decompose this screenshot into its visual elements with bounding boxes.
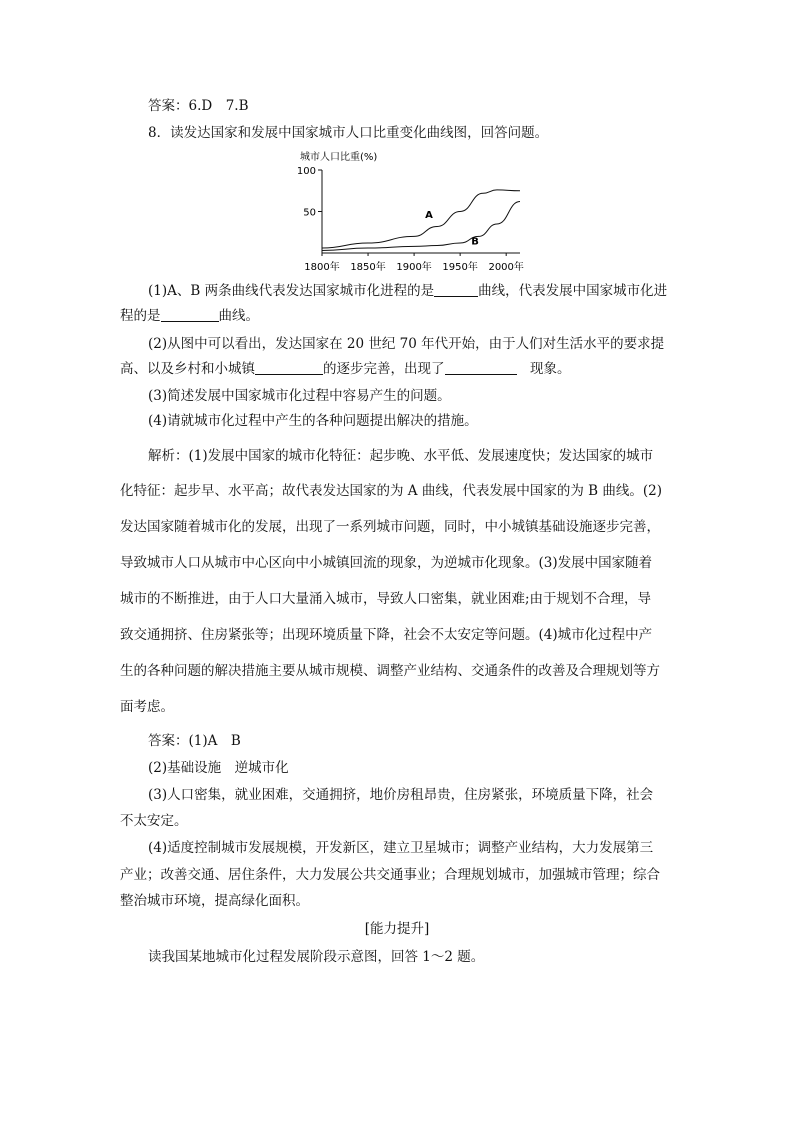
y-tick-label: 50: [303, 207, 316, 219]
q1-text-b: 曲线，代表发展中国家城市化进: [478, 283, 668, 299]
next-question: 读我国某地城市化过程发展阶段示意图，回答 1～2 题。: [148, 949, 485, 965]
q3: (3)简述发展中国家城市化过程中容易产生的问题。: [148, 388, 451, 404]
analysis-line: 解析：(1)发展中国家的城市化特征：起步晚、水平低、发展速度快；发达国家的城市: [148, 448, 654, 464]
analysis-line: 发达国家随着城市化的发展，出现了一系列城市问题，同时，中小城镇基础设施逐步完善，: [120, 519, 660, 535]
analysis-line: 生的各种问题的解决措施主要从城市规模、调整产业结构、交通条件的改善及合理规划等方: [120, 663, 660, 679]
answer-line: 产业；改善交通、居住条件，大力发展公共交通事业；合理规划城市，加强城市管理；综合: [120, 867, 660, 883]
answer-line: (4)适度控制城市发展规模，开发新区，建立卫星城市；调整产业结构，大力发展第三: [148, 840, 654, 856]
series-label-b: B: [471, 236, 479, 248]
q1-text-a: (1)A、B 两条曲线代表发达国家城市化进程的是: [148, 283, 435, 299]
series-line-a: [322, 190, 520, 248]
series-label-a: A: [425, 210, 433, 222]
y-tick-label: 100: [296, 166, 316, 177]
x-tick-label: 1900年: [396, 262, 432, 273]
question-8-title: 8．读发达国家和发展中国家城市人口比重变化曲线图，回答问题。: [148, 125, 549, 141]
q1-blank-1[interactable]: [434, 282, 478, 297]
q1-line2: [120, 307, 259, 325]
q1-text-d: 曲线。: [218, 308, 259, 324]
analysis-line: 城市的不断推进，由于人口大量涌入城市，导致人口密集，就业困难;由于规划不合理，导: [120, 591, 652, 607]
urbanization-chart: [0, 146, 794, 276]
x-tick-label: 1850年: [350, 262, 386, 273]
analysis-line: 致交通拥挤、住房紧张等；出现环境质量下降，社会不太安定等问题。(4)城市化过程中产: [120, 627, 653, 643]
x-tick-label: 1950年: [442, 262, 478, 273]
q1-text-c: 程的是: [120, 308, 161, 324]
q2-text-d: 现象。: [530, 361, 571, 377]
q2-text-b: 高、以及乡村和小城镇: [120, 361, 255, 377]
q1-blank-2[interactable]: [161, 307, 219, 322]
q1-line1: [148, 282, 667, 300]
answer-line: 整治城市环境，提高绿化面积。: [120, 893, 309, 909]
answer-line: (2)基础设施 逆城市化: [148, 760, 289, 776]
q2-text-c: 的逐步完善，出现了: [323, 361, 445, 377]
chart-ylabel: 城市人口比重(%): [300, 152, 378, 163]
analysis-line: 化特征：起步早、水平高；故代表发达国家的为 A 曲线，代表发展中国家的为 B 曲线。(2): [120, 483, 662, 499]
q2-blank-1[interactable]: [255, 360, 323, 375]
analysis-line: 面考虑。: [120, 699, 174, 715]
series-line-b: [322, 202, 520, 251]
q4: (4)请就城市化过程中产生的各种问题提出解决的措施。: [148, 413, 478, 429]
answer-line: 不太安定。: [120, 813, 188, 829]
analysis-line: 导致城市人口从城市中心区向中小城镇回流的现象，为逆城市化现象。(3)发展中国家随着: [120, 555, 653, 571]
x-tick-label: 2000年: [488, 262, 524, 273]
q2-blank-2[interactable]: [445, 360, 517, 375]
x-tick-label: 1800年: [304, 262, 340, 273]
section-title: [能力提升]: [364, 921, 430, 937]
answer-prev: 答案：6.D 7.B: [148, 98, 249, 114]
q2-line2: [120, 360, 571, 378]
q2-line1: (2)从图中可以看出，发达国家在 20 世纪 70 年代开始，由于人们对生活水平的要求提: [148, 336, 665, 352]
answer-line: (3)人口密集，就业困难，交通拥挤，地价房租昂贵，住房紧张，环境质量下降，社会: [148, 787, 654, 803]
answer-line: 答案：(1)A B: [148, 733, 241, 749]
